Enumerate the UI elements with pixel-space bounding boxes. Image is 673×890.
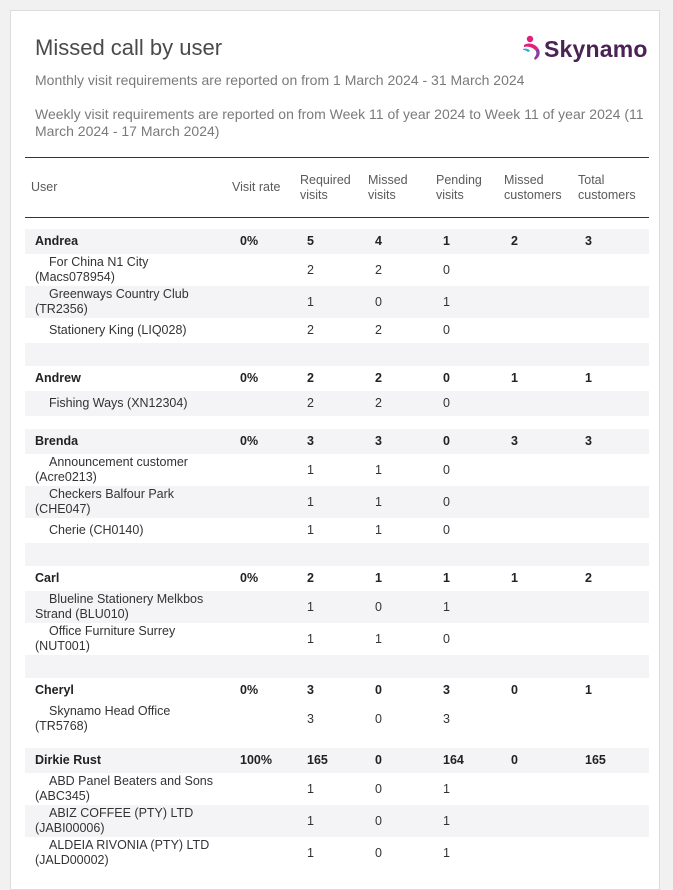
missed-visits: 3	[364, 429, 432, 454]
user-summary-row[interactable]	[25, 429, 649, 454]
missed-customers	[500, 318, 574, 343]
header-missed-customers[interactable]: Missed customers	[500, 158, 574, 218]
customer-row[interactable]	[25, 805, 649, 837]
missed-customers	[500, 518, 574, 543]
missed-customers	[500, 486, 574, 518]
required-visits: 1	[307, 631, 314, 646]
pending-visits: 0	[432, 391, 500, 416]
required-visits: 1	[307, 523, 314, 537]
user-name: Cheryl	[35, 683, 74, 697]
total-customers: 1	[585, 371, 592, 385]
visit-rate	[228, 486, 296, 518]
missed-visits: 1	[375, 631, 382, 646]
missed-customers	[500, 454, 574, 486]
spacer-cell	[25, 416, 649, 429]
visit-rate	[228, 454, 296, 486]
pending-visits: 3	[443, 683, 450, 697]
spacer-cell	[25, 655, 649, 678]
pending-visits: 0	[443, 371, 450, 385]
missed-visits: 2	[375, 323, 382, 337]
group-spacer-row	[25, 343, 649, 366]
group-spacer-row	[25, 416, 649, 429]
customer-row[interactable]	[25, 591, 649, 623]
report-title: Missed call by user	[35, 35, 223, 60]
pending-visits: 0	[443, 323, 450, 337]
customer-row[interactable]	[25, 318, 649, 343]
pending-visits: 1	[432, 591, 500, 623]
user-summary-row[interactable]	[25, 366, 649, 391]
customer-name: Skynamo Head Office (TR5768)	[35, 703, 171, 733]
user-name: Carl	[35, 571, 60, 585]
customer-name-cell	[25, 837, 228, 869]
customer-name: Fishing Ways (XN12304)	[49, 395, 188, 410]
pending-visits: 0	[443, 262, 450, 277]
customer-name: Office Furniture Surrey (NUT001)	[35, 623, 176, 653]
visit-rate	[228, 805, 296, 837]
total-customers	[574, 773, 649, 805]
total-customers: 2	[585, 571, 592, 585]
pending-visits: 1	[432, 229, 500, 254]
customer-row[interactable]	[25, 391, 649, 416]
missed-visits: 0	[364, 591, 432, 623]
missed-visits: 0	[375, 683, 382, 697]
customer-name-cell	[25, 486, 228, 518]
required-visits: 5	[296, 229, 364, 254]
required-visits: 2	[307, 571, 314, 585]
customer-name-cell	[25, 805, 228, 837]
visit-rate	[228, 318, 296, 343]
pending-visits: 0	[432, 486, 500, 518]
customer-name-cell	[25, 454, 228, 486]
required-visits: 1	[307, 845, 314, 860]
missed-customers	[500, 591, 574, 623]
visit-rate: 100%	[228, 748, 296, 773]
missed-customers: 1	[511, 571, 518, 585]
visit-rate	[228, 623, 296, 655]
customer-row[interactable]	[25, 286, 649, 318]
user-name: Andrew	[35, 371, 81, 385]
pending-visits: 0	[432, 429, 500, 454]
missed-visits: 0	[364, 286, 432, 318]
required-visits: 2	[307, 323, 314, 337]
missed-visits: 0	[375, 711, 382, 726]
header-required-visits[interactable]: Required visits	[296, 158, 364, 218]
visit-rate: 0%	[240, 571, 259, 585]
total-customers: 3	[574, 429, 649, 454]
spacer-cell	[25, 543, 649, 566]
customer-name: Announcement customer (Acre0213)	[35, 454, 188, 484]
missed-customers	[500, 623, 574, 655]
user-summary-row[interactable]	[25, 748, 649, 773]
user-summary-row[interactable]	[25, 566, 649, 591]
customer-name-cell	[25, 286, 228, 318]
customer-row[interactable]	[25, 623, 649, 655]
customer-row[interactable]	[25, 486, 649, 518]
customer-name: Checkers Balfour Park (CHE047)	[35, 486, 175, 516]
missed-visits: 0	[375, 845, 382, 860]
customer-name: For China N1 City (Macs078954)	[35, 254, 149, 284]
required-visits: 1	[296, 805, 364, 837]
table-header-row	[25, 158, 649, 218]
group-spacer-row	[25, 655, 649, 678]
missed-customers: 2	[500, 229, 574, 254]
visit-rate	[228, 286, 296, 318]
missed-visits: 1	[375, 462, 382, 477]
missed-customers	[500, 391, 574, 416]
total-customers	[574, 837, 649, 869]
visit-rate	[228, 518, 296, 543]
user-summary-row[interactable]	[25, 678, 649, 703]
visit-rate: 0%	[228, 229, 296, 254]
header-missed-visits[interactable]: Missed visits	[364, 158, 432, 218]
user-name: Dirkie Rust	[25, 748, 228, 773]
customer-name: Blueline Stationery Melkbos Strand (BLU010)	[35, 591, 204, 621]
missed-customers	[500, 254, 574, 286]
total-customers	[574, 518, 649, 543]
customer-row[interactable]	[25, 454, 649, 486]
missed-visits: 0	[364, 805, 432, 837]
required-visits: 1	[296, 286, 364, 318]
weekly-note: Weekly visit requirements are reported on from Week 11 of year 2024 to Week 11 of year 2024 (11 March 2024 - 17 March 2024)	[35, 106, 644, 139]
customer-name: ABD Panel Beaters and Sons (ABC345)	[35, 773, 213, 803]
group-spacer-row	[25, 735, 649, 748]
required-visits: 1	[307, 462, 314, 477]
visit-rate	[228, 254, 296, 286]
visit-rate	[228, 837, 296, 869]
visit-rate: 0%	[240, 683, 259, 697]
pending-visits: 0	[443, 631, 450, 646]
customer-name: Greenways Country Club (TR2356)	[35, 286, 189, 316]
customer-row[interactable]	[25, 518, 649, 543]
user-name: Andrea	[25, 229, 228, 254]
visit-rate: 0%	[240, 371, 259, 385]
required-visits: 3	[296, 429, 364, 454]
total-customers	[574, 254, 649, 286]
header-user[interactable]: User	[25, 158, 228, 218]
header-total-customers[interactable]: Total customers	[574, 158, 649, 218]
customer-name-cell	[25, 773, 228, 805]
visit-rate	[228, 773, 296, 805]
spacer-row	[25, 218, 649, 229]
customer-name: ABIZ COFFEE (PTY) LTD (JABI00006)	[35, 805, 194, 835]
missed-visits: 1	[375, 523, 382, 537]
pending-visits: 1	[432, 286, 500, 318]
customer-name-cell	[25, 254, 228, 286]
header-visit-rate[interactable]: Visit rate	[228, 158, 296, 218]
required-visits: 2	[296, 391, 364, 416]
customer-name-cell	[25, 318, 228, 343]
missed-visits: 2	[375, 262, 382, 277]
total-customers	[574, 623, 649, 655]
customer-row[interactable]	[25, 703, 649, 735]
total-customers	[574, 318, 649, 343]
missed-customers: 0	[511, 683, 518, 697]
total-customers	[574, 703, 649, 735]
required-visits: 1	[296, 591, 364, 623]
pending-visits: 1	[443, 571, 450, 585]
total-customers	[574, 805, 649, 837]
pending-visits: 0	[443, 462, 450, 477]
required-visits: 1	[296, 486, 364, 518]
missed-visits: 0	[375, 781, 382, 796]
missed-visits: 4	[364, 229, 432, 254]
customer-name: Cherie (CH0140)	[49, 522, 144, 537]
pending-visits: 3	[443, 711, 450, 726]
missed-customers	[500, 286, 574, 318]
missed-visits: 1	[375, 571, 382, 585]
total-customers	[574, 454, 649, 486]
customer-name: ALDEIA RIVONIA (PTY) LTD (JALD00002)	[35, 837, 210, 867]
missed-customers: 1	[511, 371, 518, 385]
missed-visits: 0	[364, 748, 432, 773]
customer-name-cell	[25, 591, 228, 623]
missed-customers	[500, 703, 574, 735]
visit-rate	[228, 591, 296, 623]
total-customers: 1	[585, 683, 592, 697]
customer-name-cell	[25, 391, 228, 416]
visit-rate: 0%	[228, 429, 296, 454]
report-card	[10, 10, 660, 890]
header-pending-visits[interactable]: Pending visits	[432, 158, 500, 218]
total-customers	[574, 591, 649, 623]
pending-visits: 1	[443, 781, 450, 796]
missed-customers	[500, 805, 574, 837]
visit-rate	[228, 391, 296, 416]
required-visits: 2	[307, 371, 314, 385]
user-name: Brenda	[25, 429, 228, 454]
total-customers	[574, 391, 649, 416]
customer-row[interactable]	[25, 254, 649, 286]
customer-row[interactable]	[25, 837, 649, 869]
missed-visits: 2	[364, 391, 432, 416]
skynamo-logo	[521, 27, 648, 63]
required-visits: 165	[296, 748, 364, 773]
group-spacer-row	[25, 543, 649, 566]
pending-visits: 0	[443, 523, 450, 537]
missed-call-table	[25, 157, 649, 869]
total-customers	[574, 486, 649, 518]
visit-rate	[228, 703, 296, 735]
missed-customers	[500, 773, 574, 805]
customer-name-cell	[25, 518, 228, 543]
spacer-cell	[25, 735, 649, 748]
missed-visits: 2	[375, 371, 382, 385]
monthly-note: Monthly visit requirements are reported on from 1 March 2024 - 31 March 2024	[35, 72, 525, 88]
pending-visits: 164	[432, 748, 500, 773]
missed-customers: 3	[500, 429, 574, 454]
required-visits: 1	[307, 781, 314, 796]
missed-customers: 0	[500, 748, 574, 773]
user-summary-row[interactable]	[25, 229, 649, 254]
table-body	[25, 218, 649, 869]
customer-name-cell	[25, 623, 228, 655]
customer-name: Stationery King (LIQ028)	[49, 322, 187, 337]
pending-visits: 1	[443, 845, 450, 860]
spacer-cell	[25, 343, 649, 366]
required-visits: 3	[307, 711, 314, 726]
customer-name-cell	[25, 703, 228, 735]
required-visits: 3	[307, 683, 314, 697]
skynamo-logo-icon	[521, 33, 547, 63]
pending-visits: 1	[432, 805, 500, 837]
brand-name: Skynamo	[544, 36, 648, 62]
total-customers: 165	[574, 748, 649, 773]
total-customers	[574, 286, 649, 318]
missed-visits: 1	[364, 486, 432, 518]
missed-customers	[500, 837, 574, 869]
customer-row[interactable]	[25, 773, 649, 805]
required-visits: 2	[307, 262, 314, 277]
spacer-cell	[25, 218, 649, 229]
total-customers: 3	[574, 229, 649, 254]
